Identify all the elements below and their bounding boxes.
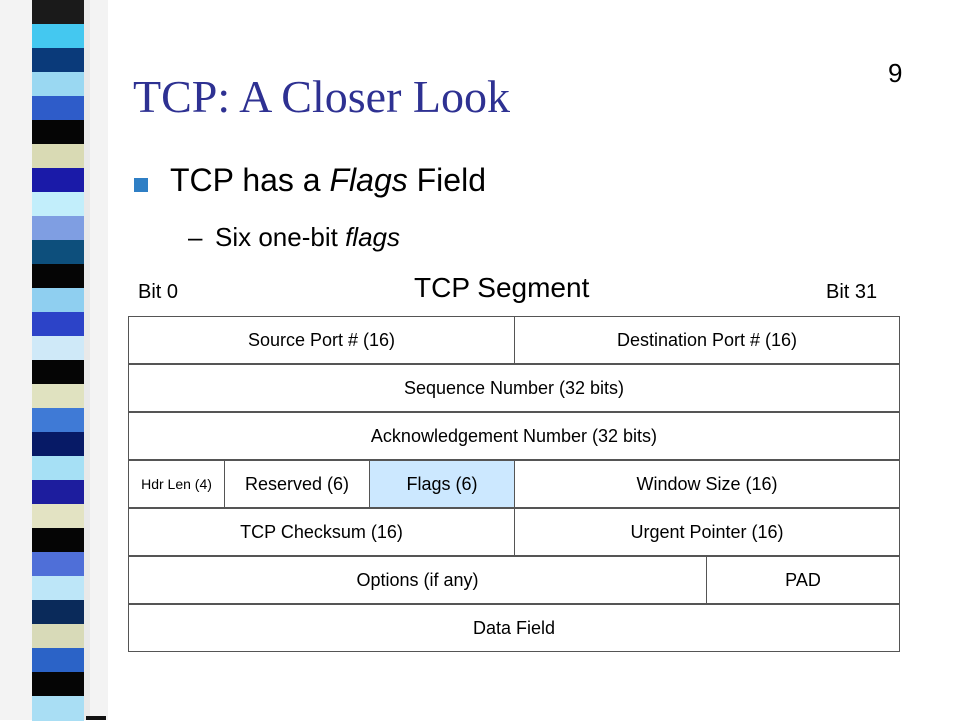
slide-title: TCP: A Closer Look bbox=[133, 71, 510, 122]
stripe-segment bbox=[32, 432, 84, 457]
segment-row bbox=[128, 364, 899, 412]
segment-field: TCP Checksum (16) bbox=[128, 508, 515, 556]
stripe-segment bbox=[32, 360, 84, 385]
segment-row bbox=[128, 556, 899, 604]
stripe-segment bbox=[32, 312, 84, 337]
bullet-point bbox=[170, 162, 486, 199]
segment-field: Reserved (6) bbox=[224, 460, 370, 508]
segment-field: PAD bbox=[706, 556, 900, 604]
segment-field: Hdr Len (4) bbox=[128, 460, 225, 508]
decorative-stripe-edge bbox=[84, 0, 90, 720]
stripe-segment bbox=[32, 288, 84, 313]
stripe-segment bbox=[32, 648, 84, 673]
segment-field: Destination Port # (16) bbox=[514, 316, 900, 364]
stripe-segment bbox=[32, 504, 84, 529]
bullet-emphasis: Flags bbox=[329, 162, 408, 198]
stripe-segment bbox=[32, 240, 84, 265]
segment-row bbox=[128, 508, 899, 556]
stripe-segment bbox=[32, 216, 84, 241]
segment-field: Options (if any) bbox=[128, 556, 707, 604]
square-bullet-icon bbox=[134, 178, 148, 192]
dash-bullet-icon: – bbox=[188, 222, 203, 252]
decorative-stripe-column bbox=[32, 0, 84, 720]
stripe-segment bbox=[32, 24, 84, 49]
segment-field: Sequence Number (32 bits) bbox=[128, 364, 900, 412]
bit-start-label: Bit 0 bbox=[138, 281, 179, 303]
stripe-segment bbox=[32, 120, 84, 145]
decorative-stripe-bar bbox=[0, 0, 108, 720]
bullet-text-after: Field bbox=[407, 162, 486, 198]
stripe-segment bbox=[32, 0, 84, 25]
bit-end-label: Bit 31 bbox=[826, 281, 878, 303]
decorative-stripe-foot bbox=[86, 716, 106, 720]
stripe-segment bbox=[32, 672, 84, 697]
stripe-segment bbox=[32, 576, 84, 601]
stripe-segment bbox=[32, 48, 84, 73]
stripe-segment bbox=[32, 456, 84, 481]
segment-field: Window Size (16) bbox=[514, 460, 900, 508]
segment-field: Acknowledgement Number (32 bits) bbox=[128, 412, 900, 460]
stripe-segment bbox=[32, 144, 84, 169]
stripe-segment bbox=[32, 96, 84, 121]
stripe-segment bbox=[32, 600, 84, 625]
segment-row bbox=[128, 604, 899, 652]
segment-row bbox=[128, 460, 899, 508]
sub-bullet-point bbox=[188, 222, 400, 253]
stripe-segment bbox=[32, 480, 84, 505]
stripe-segment bbox=[32, 384, 84, 409]
stripe-segment bbox=[32, 408, 84, 433]
stripe-segment bbox=[32, 264, 84, 289]
page-number: 9 bbox=[888, 58, 903, 88]
stripe-segment bbox=[32, 552, 84, 577]
sub-bullet-text-before: Six one-bit bbox=[215, 222, 346, 252]
segment-field: Data Field bbox=[128, 604, 900, 652]
stripe-segment bbox=[32, 336, 84, 361]
segment-row bbox=[128, 316, 899, 364]
bullet-text-before: TCP has a bbox=[170, 162, 330, 198]
stripe-segment bbox=[32, 696, 84, 721]
segment-row bbox=[128, 412, 899, 460]
tcp-segment-diagram bbox=[128, 316, 899, 652]
segment-field: Flags (6) bbox=[369, 460, 515, 508]
stripe-segment bbox=[32, 528, 84, 553]
segment-field: Urgent Pointer (16) bbox=[514, 508, 900, 556]
segment-title: TCP Segment bbox=[414, 272, 590, 303]
sub-bullet-emphasis: flags bbox=[345, 222, 400, 252]
stripe-segment bbox=[32, 168, 84, 193]
segment-field: Source Port # (16) bbox=[128, 316, 515, 364]
stripe-segment bbox=[32, 192, 84, 217]
stripe-segment bbox=[32, 72, 84, 97]
stripe-segment bbox=[32, 624, 84, 649]
